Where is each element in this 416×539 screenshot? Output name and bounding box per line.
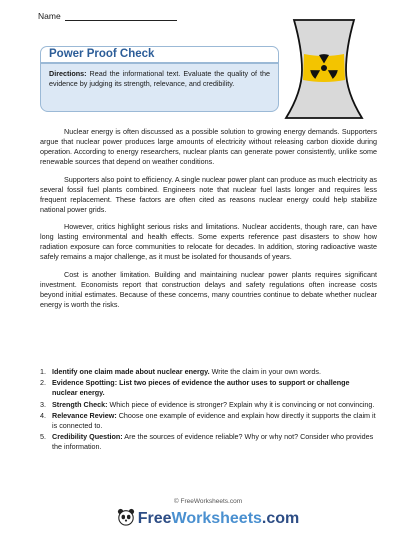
reading-passage (40, 127, 377, 317)
passage-paragraph-4: Cost is another limitation. Building and maintaining nuclear power plants requires significant investment. Economists report that construction delays and safety regulations often increase costs beyond initial estimates. Because of these concerns, many countries continue to debate whether nuclear energy is worth the risks. (40, 269, 377, 309)
directions-text (41, 64, 278, 89)
question-title: Identify one claim made about nuclear energy. (52, 367, 210, 376)
question-number: 3. (40, 399, 46, 409)
question-list (40, 367, 377, 454)
question-number: 1. (40, 367, 46, 376)
question-title: Credibility Question: (52, 432, 123, 442)
passage-paragraph-1: Nuclear energy is often discussed as a possible solution to growing energy demands. Supporters argue that nuclear power produces large amounts of electricity without releasing carbon dioxide during operation. According to energy researchers, nuclear plants can generate power consistently, unlike some renewable sources that depend on weather conditions. (40, 127, 377, 166)
question-item (40, 432, 377, 452)
footer-logo[interactable] (0, 508, 416, 528)
question-number: 5. (40, 432, 46, 442)
question-title: Evidence Spotting: List two pieces of evidence the author uses to support or challenge nuclear energy. (52, 378, 350, 398)
question-number: 4. (40, 410, 46, 420)
question-number: 2. (40, 378, 46, 388)
question-title: Relevance Review: (52, 410, 117, 420)
directions-body: Read the informational text. Evaluate the quality of the evidence by judging its strength, relevance, and credibility. (49, 69, 270, 89)
passage-paragraph-2: Supporters also point to efficiency. A single nuclear power plant can produce as much electricity as several fossil fuel plants combined. Engineers note that nuclear fuel lasts longer and requires less frequent replacement. These factors are often cited as reasons nuclear energy could help stabilize national power grids. (40, 174, 377, 214)
question-text: Are the sources of evidence reliable? Why or why not? Consider who provides the information. (52, 432, 374, 452)
worksheet-title-box (40, 46, 279, 63)
question-text: Choose one example of evidence and explain how directly it supports the claim it is connected to. (52, 410, 376, 431)
logo-worksheets: Worksheets (171, 510, 262, 527)
passage-paragraph-3: However, critics highlight serious risks and limitations. Nuclear accidents, though rare, can have long lasting environmental and health effects. Some experts reference past disasters to show how radiation exposure can force communities to relocate for decades. In addition, storing radioactive waste safely remains a major challenge, as it must be isolated for thousands of years. (40, 222, 377, 261)
name-line[interactable] (65, 11, 177, 21)
question-title: Strength Check: (52, 399, 108, 409)
cooling-tower-icon (272, 18, 376, 120)
question-item (40, 367, 377, 377)
question-text: Which piece of evidence is stronger? Explain why it is convincing or not convincing. (107, 399, 375, 409)
question-text: Write the claim in your own words. (209, 367, 321, 376)
worksheet-title: Power Proof Check (49, 48, 155, 60)
name-label: Name (38, 11, 61, 21)
logo-com: .com (261, 510, 300, 527)
name-field[interactable] (38, 11, 177, 21)
directions-box (40, 63, 279, 112)
directions-label: Directions: (49, 69, 87, 78)
logo-free: Free (137, 510, 172, 527)
question-item (40, 411, 377, 431)
footer-url[interactable]: © FreeWorksheets.com (173, 498, 243, 505)
panda-mascot-icon (117, 508, 135, 526)
question-item (40, 378, 377, 398)
question-item (40, 400, 377, 410)
